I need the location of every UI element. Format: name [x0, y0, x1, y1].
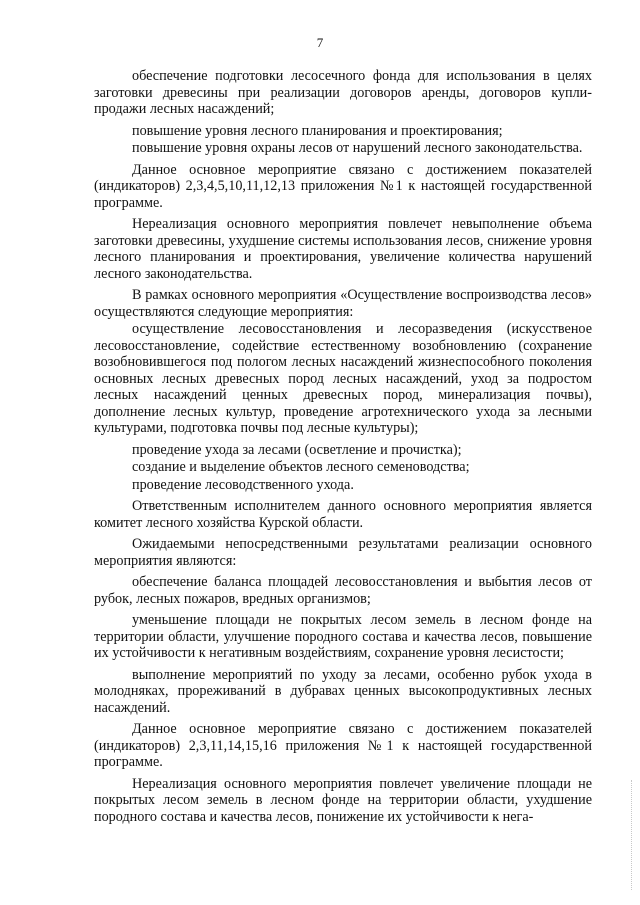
paragraph-9: создание и выделение объектов лесного семеноводства;	[132, 459, 470, 475]
body-text	[94, 68, 592, 830]
paragraph-14: уменьшение площади не покрытых лесом земель в лесном фонде на территории области, улучшение породного состава и качества лесов, повышение их устойчивости к негативным воздействиям, сохранение уровня лесистости;	[94, 612, 592, 661]
paragraph-8: проведение ухода за лесами (осветление и прочистка);	[132, 441, 462, 458]
page-number: 7	[316, 35, 324, 50]
paragraph-4: Данное основное мероприятие связано с достижением показателей (индикаторов) 2,3,4,5,10,11,12,13 приложения №1 к настоящей государственной программе.	[94, 161, 592, 211]
scan-edge-mark	[630, 780, 632, 890]
paragraph-6: В рамках основного мероприятия «Осуществление воспроизводства лесов» осуществляются следующие мероприятия:	[94, 287, 592, 320]
paragraph-3: повышение уровня охраны лесов от нарушений лесного законодательства.	[132, 140, 583, 156]
paragraph-15: выполнение мероприятий по уходу за лесами, особенно рубок ухода в молодняках, прореживаний в дубравах ценных высокопродуктивных лесных насаждений.	[94, 666, 592, 716]
paragraph-5: Нереализация основного мероприятия повлечет невыполнение объема заготовки древесины, ухудшение системы использования лесов, снижение уровня лесного планирования и проектирования, увеличение количества нарушений лесного законодательства.	[94, 216, 592, 282]
paragraph-2: повышение уровня лесного планирования и проектирования;	[132, 122, 503, 139]
paragraph-16: Данное основное мероприятие связано с достижением показателей (индикаторов) 2,3,11,14,15,16 приложения №1 к настоящей государственной программе.	[94, 721, 592, 770]
paragraph-1: обеспечение подготовки лесосечного фонда для использования в целях заготовки древесины при реализации договоров аренды, договоров купли-продажи лесных насаждений;	[94, 68, 592, 117]
paragraph-10: проведение лесоводственного ухода.	[132, 476, 354, 493]
paragraph-13: обеспечение баланса площадей лесовосстановления и выбытия лесов от рубок, лесных пожаров, вредных организмов;	[94, 574, 592, 607]
paragraph-17: Нереализация основного мероприятия повлечет увеличение площади не покрытых лесом земель в лесном фонде на территории области, ухудшение породного состава и качества лесов, понижение их устойчивости к нега-	[94, 775, 592, 825]
paragraph-12: Ожидаемыми непосредственными результатами реализации основного мероприятия являются:	[94, 536, 592, 569]
paragraph-7: осуществление лесовосстановления и лесоразведения (искусственое лесовосстановление, содействие естественному возобновлению (сохранение возобновившегося под пологом лесных насаждений жизнеспособного поколения основных лесных древесных пород лесных насаждений, уход за подростом лесных насаждений ценных древесных пород, минерализация почвы), дополнение лесных культур, проведение агротехнического ухода за лесными культурами, подготовка почвы под лесные культуры);	[94, 321, 592, 436]
paragraph-11: Ответственным исполнителем данного основного мероприятия является комитет лесного хозяйства Курской области.	[94, 498, 592, 531]
